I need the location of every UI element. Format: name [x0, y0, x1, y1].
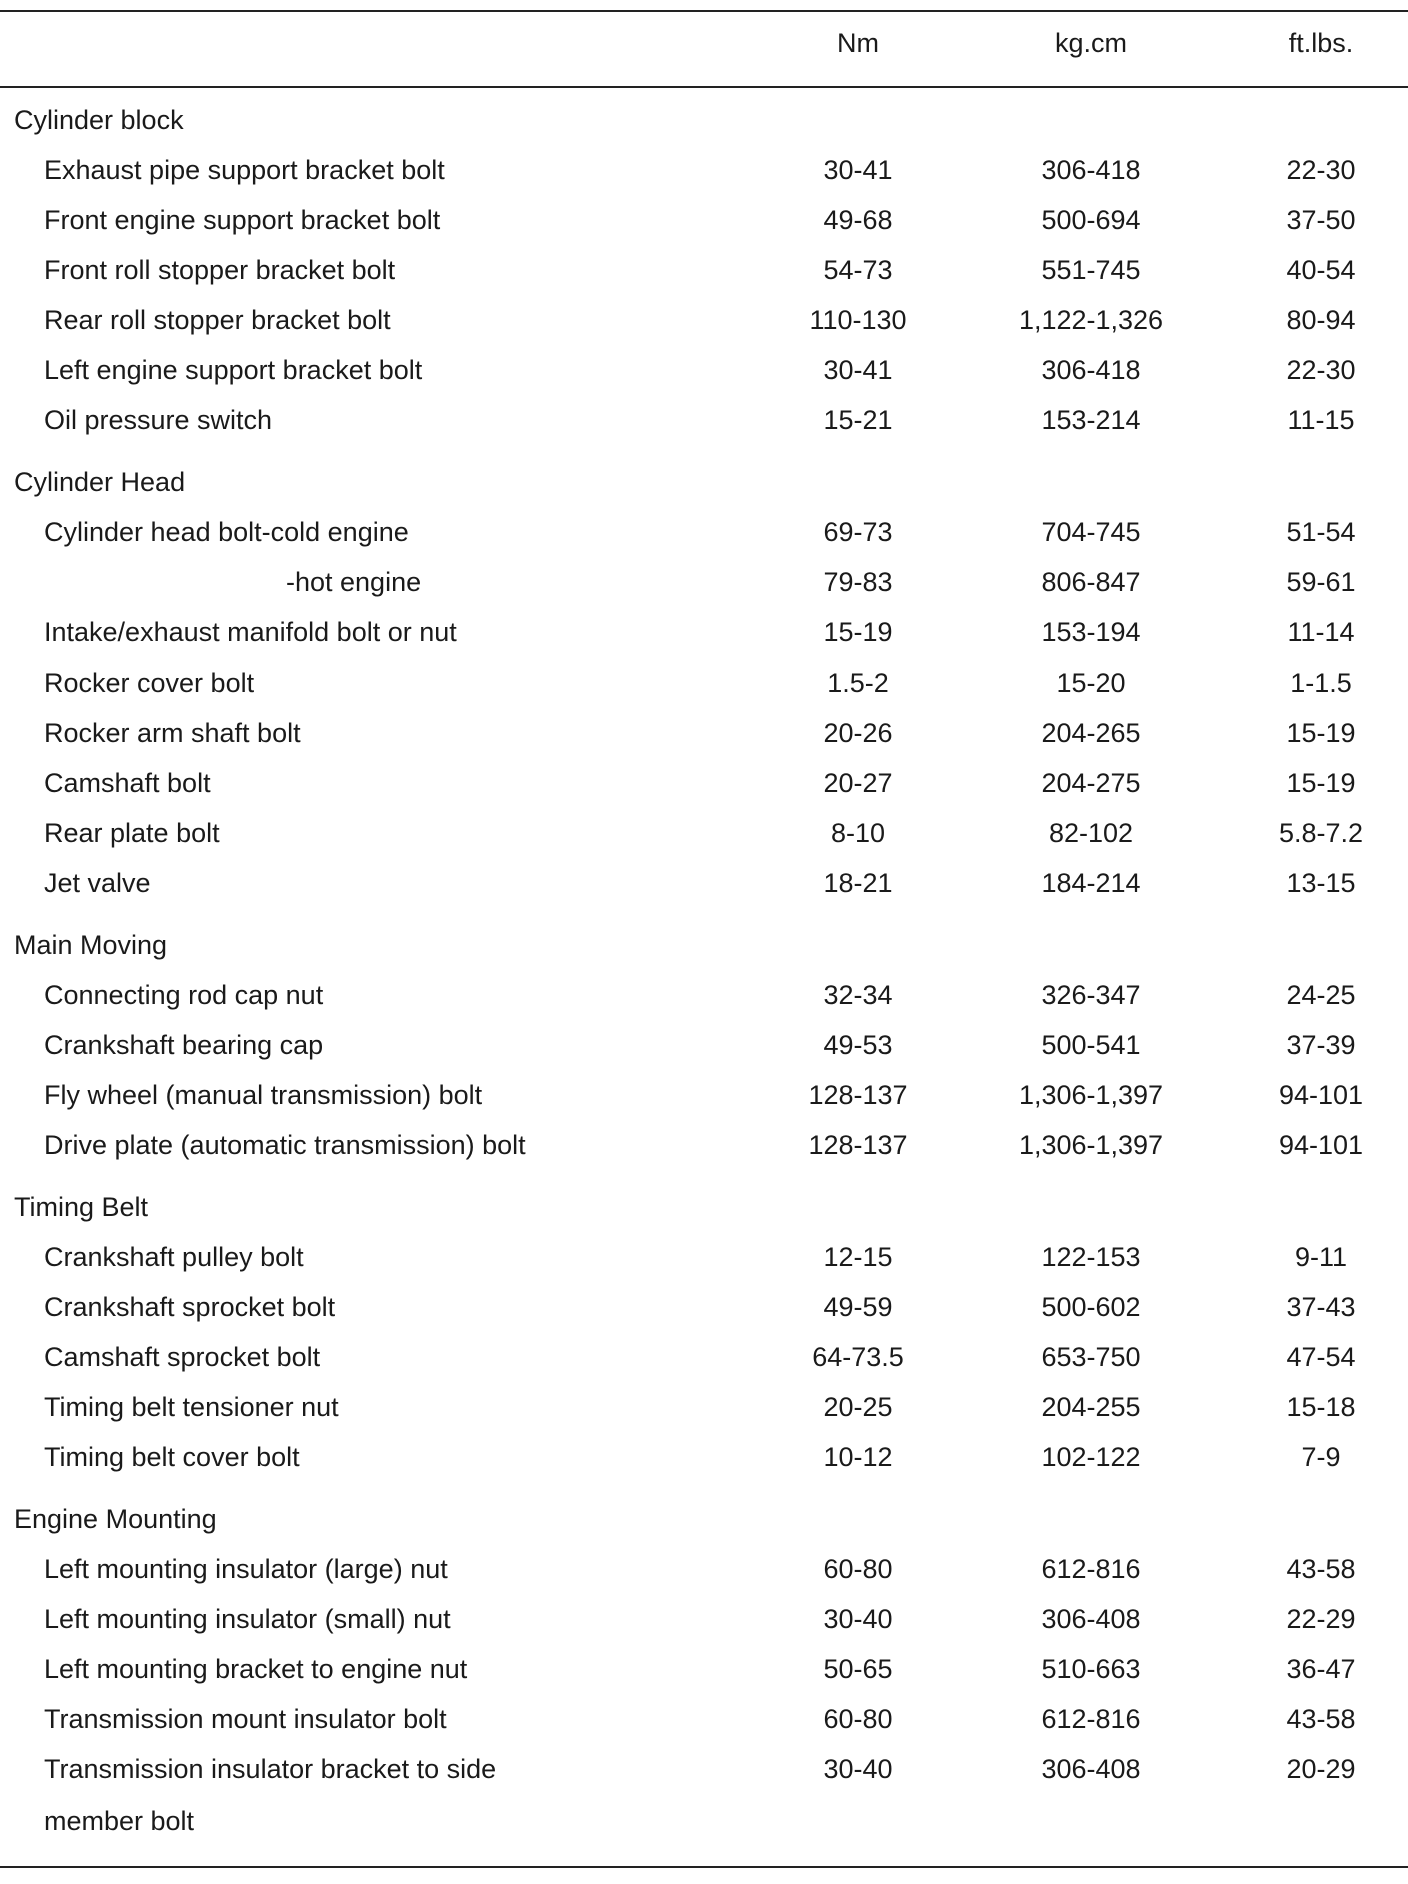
item-label: Rocker cover bolt [44, 668, 255, 698]
value-nm: 20-26 [823, 718, 893, 748]
value-kgcm: 204-265 [1041, 718, 1141, 748]
value-ftlbs: 59-61 [1286, 567, 1356, 597]
value-ftlbs: 43-58 [1286, 1704, 1356, 1734]
item-label: Intake/exhaust manifold bolt or nut [44, 617, 457, 647]
item-label: Crankshaft sprocket bolt [44, 1292, 336, 1322]
table-row [0, 1437, 1408, 1477]
table-row [0, 1337, 1408, 1377]
value-nm: 50-65 [823, 1654, 893, 1684]
value-nm: 15-21 [823, 405, 893, 435]
item-label: Drive plate (automatic transmission) bolt [44, 1130, 526, 1160]
value-nm: 49-59 [823, 1292, 893, 1322]
item-label: Left engine support bracket bolt [44, 355, 423, 385]
item-label: Timing belt tensioner nut [44, 1392, 339, 1422]
value-nm: 15-19 [823, 617, 893, 647]
item-label: Crankshaft pulley bolt [44, 1242, 304, 1272]
value-nm: 30-40 [823, 1754, 893, 1784]
table-row [0, 300, 1408, 340]
value-kgcm: 204-275 [1041, 768, 1141, 798]
section-row [0, 100, 1408, 140]
value-nm: 8-10 [830, 818, 886, 848]
value-ftlbs: 5.8-7.2 [1278, 818, 1364, 848]
value-nm: 60-80 [823, 1554, 893, 1584]
continuation-row [0, 1801, 1408, 1841]
value-ftlbs: 37-43 [1286, 1292, 1356, 1322]
value-ftlbs: 22-29 [1286, 1604, 1356, 1634]
value-nm: 12-15 [823, 1242, 893, 1272]
item-label: Front roll stopper bracket bolt [44, 255, 396, 285]
item-label: Left mounting insulator (small) nut [44, 1604, 451, 1634]
value-kgcm: 1,306-1,397 [1018, 1080, 1164, 1110]
value-ftlbs: 15-19 [1286, 768, 1356, 798]
value-nm: 128-137 [808, 1080, 908, 1110]
item-label: Connecting rod cap nut [44, 980, 324, 1010]
value-ftlbs: 94-101 [1278, 1080, 1364, 1110]
section-heading: Engine Mounting [14, 1504, 217, 1534]
value-nm: 20-27 [823, 768, 893, 798]
value-kgcm: 500-541 [1041, 1030, 1141, 1060]
item-label: -hot engine [286, 567, 422, 597]
table-row [0, 200, 1408, 240]
table-row [0, 813, 1408, 853]
value-ftlbs: 9-11 [1294, 1242, 1348, 1272]
table-row [0, 150, 1408, 190]
value-ftlbs: 47-54 [1286, 1342, 1356, 1372]
table-row [0, 400, 1408, 440]
value-nm: 1.5-2 [827, 668, 889, 698]
value-nm: 128-137 [808, 1130, 908, 1160]
value-kgcm: 500-694 [1041, 205, 1141, 235]
value-ftlbs: 37-39 [1286, 1030, 1356, 1060]
item-label: Left mounting insulator (large) nut [44, 1554, 448, 1584]
table-row [0, 1237, 1408, 1277]
section-heading: Cylinder block [14, 105, 184, 135]
value-ftlbs: 20-29 [1286, 1754, 1356, 1784]
item-label: Timing belt cover bolt [44, 1442, 300, 1472]
value-ftlbs: 40-54 [1286, 255, 1356, 285]
value-ftlbs: 11-14 [1287, 617, 1355, 647]
section-heading: Timing Belt [14, 1192, 149, 1222]
table-row [0, 1287, 1408, 1327]
value-ftlbs: 13-15 [1286, 868, 1356, 898]
bottom-rule [0, 1866, 1408, 1868]
value-kgcm: 510-663 [1041, 1654, 1141, 1684]
value-kgcm: 153-194 [1041, 617, 1141, 647]
item-label: Oil pressure switch [44, 405, 273, 435]
value-nm: 79-83 [823, 567, 893, 597]
value-nm: 69-73 [823, 517, 893, 547]
item-label: Camshaft bolt [44, 768, 211, 798]
value-kgcm: 153-214 [1041, 405, 1141, 435]
table-row [0, 562, 1408, 602]
table-row [0, 612, 1408, 652]
table-row [0, 975, 1408, 1015]
value-kgcm: 1,306-1,397 [1018, 1130, 1164, 1160]
value-ftlbs: 15-19 [1286, 718, 1356, 748]
table-row [0, 350, 1408, 390]
item-label: Transmission insulator bracket to side [44, 1754, 497, 1784]
value-ftlbs: 36-47 [1286, 1654, 1356, 1684]
section-heading: Main Moving [14, 930, 168, 960]
value-ftlbs: 7-9 [1301, 1442, 1341, 1472]
value-nm: 20-25 [823, 1392, 893, 1422]
value-ftlbs: 1-1.5 [1290, 668, 1352, 698]
value-ftlbs: 43-58 [1286, 1554, 1356, 1584]
item-label: Camshaft sprocket bolt [44, 1342, 321, 1372]
value-kgcm: 306-418 [1041, 155, 1141, 185]
value-kgcm: 326-347 [1041, 980, 1141, 1010]
value-kgcm: 204-255 [1041, 1392, 1141, 1422]
value-kgcm: 122-153 [1041, 1242, 1141, 1272]
table-row [0, 1699, 1408, 1739]
value-kgcm: 15-20 [1056, 668, 1126, 698]
column-header-kgcm: kg.cm [1054, 28, 1127, 58]
item-label: Transmission mount insulator bolt [44, 1704, 447, 1734]
value-kgcm: 551-745 [1041, 255, 1141, 285]
table-row [0, 713, 1408, 753]
table-row [0, 1549, 1408, 1589]
item-label: Front engine support bracket bolt [44, 205, 441, 235]
item-label: Left mounting bracket to engine nut [44, 1654, 468, 1684]
table-row [0, 763, 1408, 803]
value-kgcm: 306-418 [1041, 355, 1141, 385]
item-label-continuation: member bolt [44, 1806, 195, 1836]
table-row [0, 1599, 1408, 1639]
table-row [0, 863, 1408, 903]
section-heading: Cylinder Head [14, 467, 186, 497]
value-ftlbs: 22-30 [1286, 355, 1356, 385]
item-label: Exhaust pipe support bracket bolt [44, 155, 445, 185]
section-row [0, 1499, 1408, 1539]
value-ftlbs: 11-15 [1287, 405, 1355, 435]
table-row [0, 663, 1408, 703]
value-kgcm: 704-745 [1041, 517, 1141, 547]
value-ftlbs: 24-25 [1286, 980, 1356, 1010]
value-nm: 110-130 [809, 305, 907, 335]
value-ftlbs: 37-50 [1286, 205, 1356, 235]
value-nm: 10-12 [823, 1442, 893, 1472]
value-nm: 18-21 [823, 868, 893, 898]
value-nm: 49-68 [823, 205, 893, 235]
value-kgcm: 306-408 [1041, 1604, 1141, 1634]
value-nm: 30-41 [823, 355, 893, 385]
item-label: Crankshaft bearing cap [44, 1030, 324, 1060]
value-nm: 54-73 [823, 255, 893, 285]
table-row [0, 1025, 1408, 1065]
item-label: Jet valve [44, 868, 151, 898]
table-row [0, 1649, 1408, 1689]
value-kgcm: 612-816 [1041, 1704, 1141, 1734]
value-nm: 30-41 [823, 155, 893, 185]
value-ftlbs: 22-30 [1286, 155, 1356, 185]
value-nm: 64-73.5 [812, 1342, 904, 1372]
table-row [0, 1075, 1408, 1115]
table-row [0, 250, 1408, 290]
table-row [0, 1125, 1408, 1165]
value-ftlbs: 51-54 [1286, 517, 1356, 547]
section-row [0, 925, 1408, 965]
value-kgcm: 612-816 [1041, 1554, 1141, 1584]
value-kgcm: 306-408 [1041, 1754, 1141, 1784]
item-label: Cylinder head bolt-cold engine [44, 517, 409, 547]
value-kgcm: 184-214 [1041, 868, 1141, 898]
table-row [0, 1387, 1408, 1427]
value-kgcm: 82-102 [1048, 818, 1134, 848]
value-kgcm: 500-602 [1041, 1292, 1141, 1322]
value-kgcm: 806-847 [1041, 567, 1141, 597]
value-nm: 32-34 [823, 980, 893, 1010]
section-row [0, 462, 1408, 502]
column-header-nm: Nm [837, 28, 879, 58]
table-row [0, 1749, 1408, 1789]
value-kgcm: 1,122-1,326 [1018, 305, 1164, 335]
value-nm: 49-53 [823, 1030, 893, 1060]
value-kgcm: 653-750 [1041, 1342, 1141, 1372]
column-header-ftlbs: ft.lbs. [1288, 28, 1354, 58]
section-row [0, 1187, 1408, 1227]
item-label: Rocker arm shaft bolt [44, 718, 301, 748]
item-label: Rear plate bolt [44, 818, 220, 848]
value-ftlbs: 15-18 [1286, 1392, 1356, 1422]
value-kgcm: 102-122 [1041, 1442, 1141, 1472]
value-ftlbs: 80-94 [1286, 305, 1356, 335]
value-nm: 30-40 [823, 1604, 893, 1634]
item-label: Fly wheel (manual transmission) bolt [44, 1080, 483, 1110]
table-row [0, 512, 1408, 552]
item-label: Rear roll stopper bracket bolt [44, 305, 391, 335]
value-ftlbs: 94-101 [1278, 1130, 1364, 1160]
value-nm: 60-80 [823, 1704, 893, 1734]
